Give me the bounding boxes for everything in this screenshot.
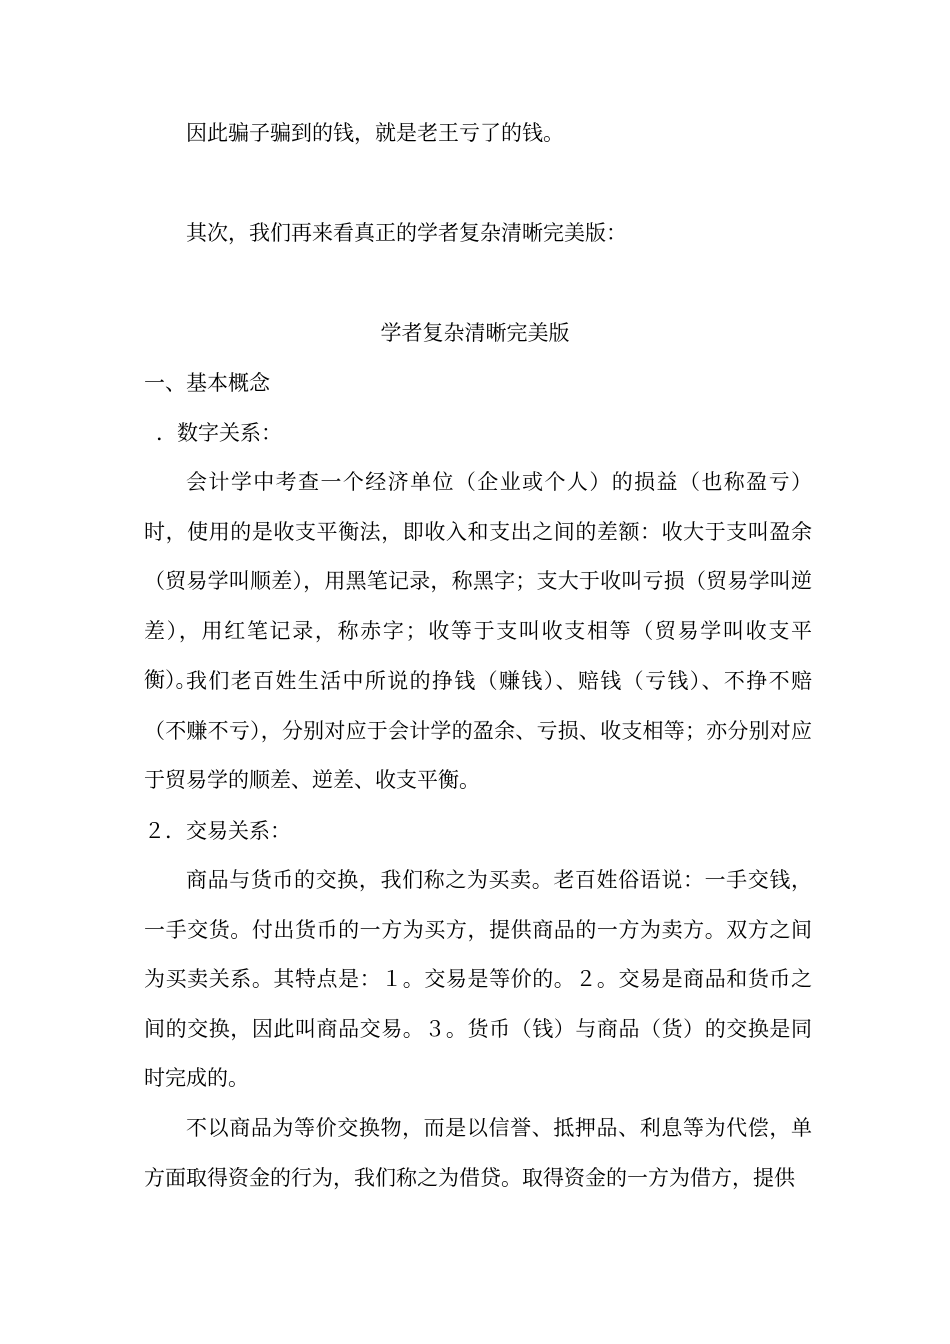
subheading-numeric-relations: ．数字关系： [156,421,282,445]
paragraph-intro: 其次，我们再来看真正的学者复杂清晰完美版： [186,221,627,245]
heading-basic-concepts: 一、基本概念 [144,371,270,395]
paragraph-buying-selling: 商品与货币的交换，我们称之为买卖。老百姓俗语说：一手交钱，一手交货。付出货币的一方为买方，提供商品的一方为卖方。双方之间为买卖关系。其特点是：１。交易是等价的。２。交易是商品和货币之间的交换，因此叫商品交易。３。货币（钱）与商品（货）的交换是同时完成的。 [144,868,812,1090]
paragraph-accounting: 会计学中考查一个经济单位（企业或个人）的损益（也称盈亏）时，使用的是收支平衡法，即收入和支出之间的差额：收大于支叫盈余（贸易学叫顺差），用黑笔记录，称黑字；支大于收叫亏损（贸易学叫逆差），用红笔记录，称赤字；收等于支叫收支相等（贸易学叫收支平衡）。 [144,470,812,692]
paragraph-conclusion: 因此骗子骗到的钱，就是老王亏了的钱。 [186,121,564,145]
paragraph-everyday-terms: 我们老百姓生活中所说的挣钱（赚钱）、赔钱（亏钱）、不挣不赔（不赚不亏），分别对应于会计学的盈余、亏损、收支相等；亦分别对应于贸易学的顺差、逆差、收支平衡。 [144,669,812,792]
paragraph-lending: 不以商品为等价交换物，而是以信誉、抵押品、利息等为代偿，单方面取得资金的行为，我们称之为借贷。取得资金的一方为借方，提供 [144,1116,812,1190]
subheading-trade-relations: ２．交易关系： [144,819,291,843]
section-title: 学者复杂清晰完美版 [380,321,570,345]
